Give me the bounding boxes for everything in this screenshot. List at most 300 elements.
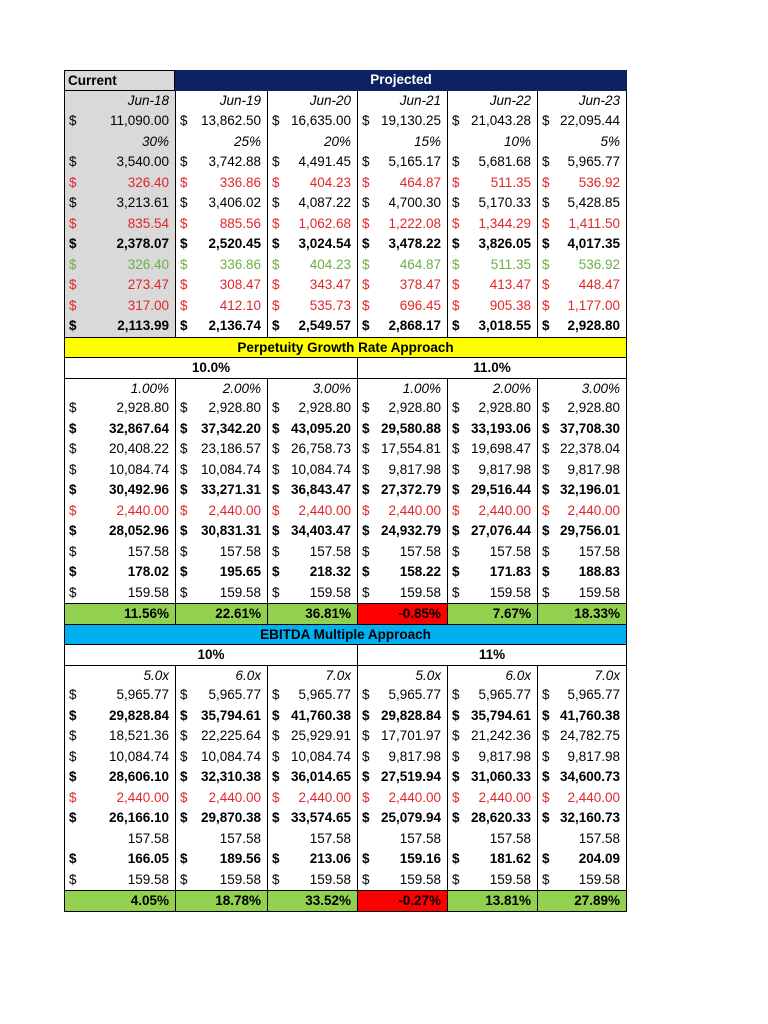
table-cell[interactable] (537, 808, 627, 829)
table-row (64, 398, 627, 419)
table-cell[interactable] (175, 542, 267, 563)
currency-symbol: $ (180, 851, 188, 866)
currency-symbol: $ (180, 584, 188, 600)
cell-value: 10,084.74 (108, 748, 169, 764)
table-cell[interactable] (267, 685, 357, 706)
cell-value: 159.58 (489, 584, 531, 600)
table-cell[interactable] (447, 726, 537, 747)
table-cell[interactable] (267, 480, 357, 501)
table-cell[interactable] (447, 685, 537, 706)
table-cell[interactable] (537, 234, 627, 255)
cell-value: 17,554.81 (380, 441, 441, 456)
table-cell[interactable] (357, 132, 447, 153)
currency-symbol: $ (180, 789, 188, 805)
table-row (64, 583, 627, 604)
table-cell[interactable] (537, 193, 627, 214)
table-cell[interactable] (267, 829, 357, 850)
cell-value: 22,225.64 (200, 728, 261, 743)
cell-value: 159.58 (127, 871, 169, 887)
table-cell[interactable] (537, 706, 627, 727)
table-cell[interactable] (537, 666, 627, 686)
currency-symbol: $ (362, 584, 370, 600)
currency-symbol: $ (272, 523, 280, 538)
table-cell[interactable] (537, 583, 627, 604)
table-cell[interactable] (175, 521, 267, 542)
table-cell[interactable] (357, 726, 447, 747)
table-cell[interactable] (447, 747, 537, 768)
cell-value: 5,165.17 (388, 154, 441, 169)
table-cell[interactable] (447, 419, 537, 440)
result-cell[interactable] (447, 891, 537, 911)
table-cell[interactable] (267, 173, 357, 194)
result-cell[interactable] (267, 891, 357, 911)
table-cell[interactable] (537, 439, 627, 460)
table-cell[interactable] (64, 747, 175, 768)
currency-symbol: $ (362, 195, 370, 210)
table-cell[interactable] (357, 685, 447, 706)
table-cell[interactable] (357, 234, 447, 255)
table-cell[interactable] (267, 706, 357, 727)
table-cell[interactable] (64, 788, 175, 809)
table-cell[interactable] (357, 439, 447, 460)
table-cell[interactable] (267, 501, 357, 522)
table-cell[interactable] (175, 788, 267, 809)
table-cell[interactable] (175, 91, 267, 112)
table-cell[interactable] (537, 767, 627, 788)
table-cell[interactable] (64, 419, 175, 440)
table-cell[interactable] (537, 132, 627, 153)
table-cell[interactable] (267, 214, 357, 235)
currency-symbol: $ (452, 584, 460, 600)
table-cell[interactable] (357, 666, 447, 686)
table-cell[interactable] (537, 829, 627, 850)
result-cell[interactable] (357, 604, 447, 624)
table-cell[interactable] (447, 132, 537, 153)
table-cell[interactable] (447, 193, 537, 214)
currency-symbol: $ (452, 769, 460, 784)
table-cell[interactable] (175, 234, 267, 255)
table-cell[interactable] (447, 439, 537, 460)
currency-symbol: $ (542, 523, 550, 538)
result-cell[interactable] (447, 604, 537, 624)
table-cell[interactable] (64, 460, 175, 481)
currency-symbol: $ (452, 543, 460, 559)
table-cell[interactable] (64, 214, 175, 235)
projected-header: Projected (175, 70, 627, 91)
table-cell[interactable] (64, 480, 175, 501)
table-cell[interactable] (537, 296, 627, 317)
result-cell[interactable] (537, 604, 627, 624)
table-cell[interactable] (447, 808, 537, 829)
cell-value: 35,794.61 (470, 707, 531, 723)
table-cell[interactable] (267, 870, 357, 891)
table-cell[interactable] (357, 870, 447, 891)
table-cell[interactable] (357, 275, 447, 296)
table-cell[interactable] (357, 91, 447, 112)
table-cell[interactable] (64, 379, 175, 399)
currency-symbol: $ (362, 810, 370, 825)
table-cell[interactable] (357, 316, 447, 337)
table-cell[interactable] (537, 173, 627, 194)
table-cell[interactable] (357, 767, 447, 788)
table-cell[interactable] (447, 379, 537, 399)
table-cell[interactable] (267, 726, 357, 747)
table-cell[interactable] (447, 275, 537, 296)
table-cell[interactable] (267, 379, 357, 399)
table-cell[interactable] (267, 91, 357, 112)
table-cell[interactable] (175, 152, 267, 173)
table-cell[interactable] (267, 316, 357, 337)
currency-symbol: $ (69, 523, 77, 538)
table-cell[interactable] (447, 111, 537, 132)
table-cell[interactable] (537, 870, 627, 891)
result-cell[interactable] (357, 891, 447, 911)
table-cell[interactable] (357, 460, 447, 481)
table-cell[interactable] (447, 460, 537, 481)
table-row (64, 460, 627, 481)
table-cell[interactable] (537, 562, 627, 583)
currency-symbol: $ (69, 420, 77, 436)
table-cell[interactable] (447, 255, 537, 276)
table-cell[interactable] (175, 685, 267, 706)
currency-symbol: $ (180, 728, 188, 743)
table-cell[interactable] (537, 398, 627, 419)
currency-symbol: $ (180, 154, 188, 169)
table-cell[interactable] (175, 316, 267, 337)
currency-symbol: $ (362, 318, 370, 333)
table-row (64, 132, 627, 153)
currency-symbol: $ (362, 420, 370, 436)
table-cell[interactable] (64, 91, 175, 112)
table-cell[interactable] (175, 583, 267, 604)
table-cell[interactable] (357, 542, 447, 563)
table-cell[interactable] (267, 521, 357, 542)
table-cell[interactable] (447, 480, 537, 501)
table-cell[interactable] (64, 685, 175, 706)
table-cell[interactable] (357, 788, 447, 809)
table-cell[interactable] (447, 316, 537, 337)
table-cell[interactable] (537, 152, 627, 173)
currency-symbol: $ (362, 461, 370, 477)
table-cell[interactable] (64, 808, 175, 829)
table-cell[interactable] (357, 808, 447, 829)
table-cell[interactable] (447, 234, 537, 255)
table-cell[interactable] (357, 419, 447, 440)
table-cell[interactable] (175, 379, 267, 399)
table-cell[interactable] (447, 870, 537, 891)
cell-value: 37,342.20 (200, 420, 261, 436)
table-cell[interactable] (175, 419, 267, 440)
table-cell[interactable] (537, 419, 627, 440)
table-cell[interactable] (175, 132, 267, 153)
table-cell[interactable] (537, 255, 627, 276)
cell-value: 29,516.44 (470, 482, 531, 497)
table-cell[interactable] (64, 767, 175, 788)
table-cell[interactable] (267, 542, 357, 563)
table-cell[interactable] (64, 173, 175, 194)
table-cell[interactable] (175, 275, 267, 296)
table-cell[interactable] (175, 296, 267, 317)
table-cell[interactable] (175, 173, 267, 194)
cell-value: 464.87 (399, 174, 441, 190)
cell-value: 2,440.00 (478, 502, 531, 518)
table-cell[interactable] (357, 255, 447, 276)
table-cell[interactable] (267, 562, 357, 583)
table-cell[interactable] (267, 808, 357, 829)
cell-value: 2,440.00 (208, 789, 261, 805)
table-cell[interactable] (267, 398, 357, 419)
table-cell[interactable] (64, 521, 175, 542)
table-cell[interactable] (64, 296, 175, 317)
table-cell[interactable] (357, 747, 447, 768)
table-cell[interactable] (357, 480, 447, 501)
table-cell[interactable] (357, 706, 447, 727)
table-cell[interactable] (175, 111, 267, 132)
table-cell[interactable] (267, 439, 357, 460)
table-cell[interactable] (537, 214, 627, 235)
cell-value: 18,521.36 (108, 728, 169, 743)
table-cell[interactable] (357, 562, 447, 583)
table-cell[interactable] (175, 726, 267, 747)
table-cell[interactable] (64, 870, 175, 891)
cell-value: 25% (233, 133, 261, 149)
table-cell[interactable] (267, 767, 357, 788)
table-cell[interactable] (357, 152, 447, 173)
table-cell[interactable] (537, 726, 627, 747)
currency-symbol: $ (452, 154, 460, 169)
table-cell[interactable] (175, 501, 267, 522)
result-cell[interactable] (537, 891, 627, 911)
table-cell[interactable] (64, 132, 175, 153)
table-cell[interactable] (537, 275, 627, 296)
table-cell[interactable] (64, 275, 175, 296)
table-cell[interactable] (447, 214, 537, 235)
cell-value: 343.47 (309, 277, 351, 292)
table-cell[interactable] (175, 808, 267, 829)
table-cell[interactable] (267, 132, 357, 153)
table-cell[interactable] (447, 849, 537, 870)
table-cell[interactable] (64, 398, 175, 419)
table-cell[interactable] (447, 542, 537, 563)
table-cell[interactable] (537, 111, 627, 132)
currency-symbol: $ (362, 543, 370, 559)
currency-symbol: $ (362, 502, 370, 518)
table-cell[interactable] (175, 439, 267, 460)
table-cell[interactable] (175, 193, 267, 214)
table-cell[interactable] (175, 829, 267, 850)
table-cell[interactable] (447, 501, 537, 522)
cell-value: 2,440.00 (388, 789, 441, 805)
table-cell[interactable] (267, 255, 357, 276)
cell-value: 2,520.45 (208, 236, 261, 251)
table-cell[interactable] (267, 152, 357, 173)
table-cell[interactable] (64, 583, 175, 604)
currency-symbol: $ (69, 400, 77, 415)
table-cell[interactable] (267, 747, 357, 768)
table-cell[interactable] (267, 849, 357, 870)
table-cell[interactable] (267, 583, 357, 604)
table-cell[interactable] (447, 521, 537, 542)
table-cell[interactable] (64, 193, 175, 214)
cell-value: 157.58 (127, 830, 169, 846)
cell-value: 28,606.10 (108, 769, 169, 784)
table-cell[interactable] (175, 870, 267, 891)
table-cell[interactable] (447, 583, 537, 604)
cell-value: 10,084.74 (200, 748, 261, 764)
table-cell[interactable] (447, 666, 537, 686)
table-cell[interactable] (537, 460, 627, 481)
cell-value: 157.58 (309, 830, 351, 846)
table-cell[interactable] (357, 829, 447, 850)
table-cell[interactable] (64, 255, 175, 276)
table-cell[interactable] (357, 296, 447, 317)
cell-value: 2,136.74 (208, 318, 261, 333)
result-cell[interactable] (175, 604, 267, 624)
cell-value: 166.05 (127, 851, 169, 866)
table-cell[interactable] (175, 255, 267, 276)
currency-symbol: $ (452, 461, 460, 477)
table-cell[interactable] (64, 234, 175, 255)
table-cell[interactable] (537, 788, 627, 809)
result-cell[interactable] (267, 604, 357, 624)
table-cell[interactable] (537, 91, 627, 112)
table-cell[interactable] (537, 379, 627, 399)
cell-value: 30,831.31 (200, 523, 261, 538)
table-cell[interactable] (447, 767, 537, 788)
table-cell[interactable] (175, 666, 267, 686)
ebitda-title-row (64, 624, 627, 645)
table-cell[interactable] (64, 562, 175, 583)
table-cell[interactable] (175, 214, 267, 235)
cell-value: 25,929.91 (290, 728, 351, 743)
table-cell[interactable] (64, 111, 175, 132)
table-cell[interactable] (267, 234, 357, 255)
table-cell[interactable] (537, 480, 627, 501)
cell-value: 32,867.64 (108, 420, 169, 436)
cell-value: 885.56 (219, 215, 261, 231)
table-cell[interactable] (64, 316, 175, 337)
table-row (64, 152, 627, 173)
currency-symbol: $ (180, 871, 188, 887)
table-cell[interactable] (537, 542, 627, 563)
cell-value: 326.40 (127, 256, 169, 272)
currency-symbol: $ (542, 461, 550, 477)
currency-symbol: $ (542, 277, 550, 292)
result-cell[interactable] (175, 891, 267, 911)
table-cell[interactable] (175, 767, 267, 788)
currency-symbol: $ (452, 195, 460, 210)
cell-value: 157.58 (489, 543, 531, 559)
table-cell[interactable] (267, 275, 357, 296)
cell-value: 21,242.36 (470, 728, 531, 743)
table-cell[interactable] (537, 849, 627, 870)
table-cell[interactable] (357, 849, 447, 870)
table-cell[interactable] (537, 316, 627, 337)
table-cell[interactable] (64, 501, 175, 522)
currency-symbol: $ (362, 482, 370, 497)
currency-symbol: $ (272, 810, 280, 825)
table-cell[interactable] (537, 521, 627, 542)
table-cell[interactable] (64, 706, 175, 727)
table-cell[interactable] (537, 747, 627, 768)
table-cell[interactable] (267, 193, 357, 214)
table-cell[interactable] (357, 379, 447, 399)
table-cell[interactable] (357, 214, 447, 235)
table-cell[interactable] (357, 193, 447, 214)
cell-value: 536.92 (578, 256, 620, 272)
table-cell[interactable] (447, 91, 537, 112)
table-cell[interactable] (357, 173, 447, 194)
table-cell[interactable] (64, 542, 175, 563)
currency-symbol: $ (272, 687, 280, 702)
table-cell[interactable] (357, 521, 447, 542)
currency-symbol: $ (272, 318, 280, 333)
table-cell[interactable] (267, 788, 357, 809)
cell-value: 31,060.33 (470, 769, 531, 784)
table-cell[interactable] (64, 152, 175, 173)
cell-value: 1.00% (402, 380, 441, 396)
table-cell[interactable] (64, 829, 175, 850)
table-cell[interactable] (267, 666, 357, 686)
result-cell[interactable] (64, 891, 175, 911)
table-cell[interactable] (267, 111, 357, 132)
cell-value: 4,700.30 (388, 195, 441, 210)
cell-value: 9,817.98 (478, 748, 531, 764)
cell-value: 35,794.61 (200, 707, 261, 723)
table-cell[interactable] (64, 666, 175, 686)
table-cell[interactable] (175, 849, 267, 870)
table-cell[interactable] (537, 501, 627, 522)
table-cell[interactable] (175, 398, 267, 419)
cell-value: 835.54 (127, 215, 169, 231)
cell-value: 1,177.00 (567, 297, 620, 313)
table-cell[interactable] (267, 460, 357, 481)
result-cell[interactable] (64, 604, 175, 624)
table-cell[interactable] (447, 706, 537, 727)
table-cell[interactable] (357, 583, 447, 604)
table-cell[interactable] (175, 480, 267, 501)
table-cell[interactable] (447, 296, 537, 317)
table-cell[interactable] (64, 849, 175, 870)
cell-value: 10,084.74 (290, 748, 351, 764)
cell-value: 20% (323, 133, 351, 149)
table-cell[interactable] (357, 398, 447, 419)
table-cell[interactable] (357, 111, 447, 132)
table-cell[interactable] (175, 562, 267, 583)
table-cell[interactable] (447, 562, 537, 583)
table-cell[interactable] (267, 296, 357, 317)
table-cell[interactable] (447, 788, 537, 809)
currency-symbol: $ (180, 113, 188, 128)
cell-value: 159.58 (309, 871, 351, 887)
cell-value: 464.87 (399, 256, 441, 272)
table-cell[interactable] (175, 706, 267, 727)
table-cell[interactable] (447, 152, 537, 173)
table-cell[interactable] (447, 173, 537, 194)
cell-value: 448.47 (578, 277, 620, 292)
table-cell[interactable] (447, 398, 537, 419)
table-cell[interactable] (175, 460, 267, 481)
table-cell[interactable] (447, 829, 537, 850)
table-cell[interactable] (64, 726, 175, 747)
cell-value: 17,701.97 (380, 728, 441, 743)
table-cell[interactable] (64, 439, 175, 460)
table-cell[interactable] (357, 501, 447, 522)
cell-value: 2,440.00 (298, 789, 351, 805)
table-cell[interactable] (267, 419, 357, 440)
table-cell[interactable] (537, 685, 627, 706)
table-cell[interactable] (175, 747, 267, 768)
